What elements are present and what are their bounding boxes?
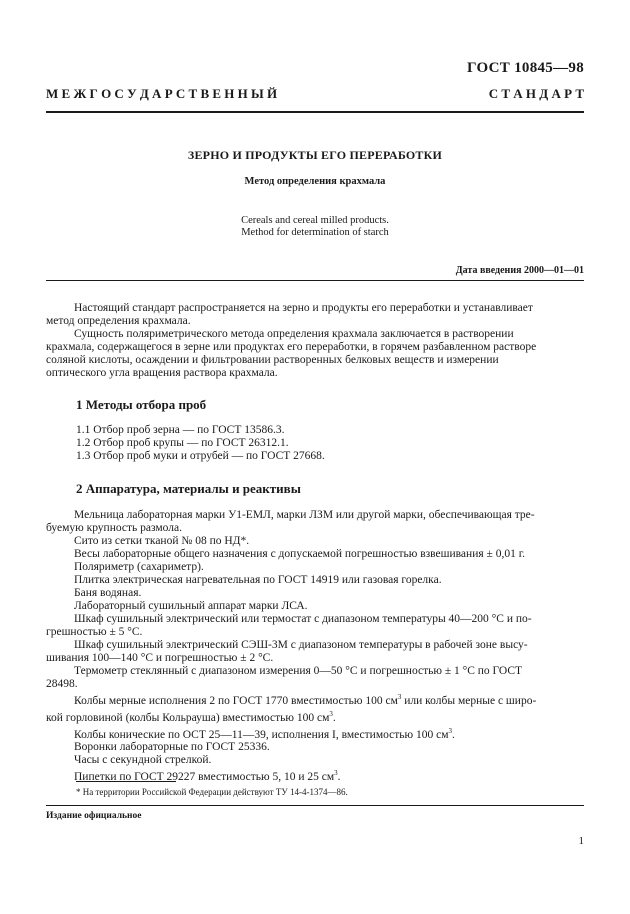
date-rule — [46, 280, 584, 281]
s2-line: Сито из сетки тканой № 08 по НД*. — [74, 535, 250, 547]
s2-line: Мельница лабораторная марки У1-ЕМЛ, марки ЛЗМ или другой марки, обеспечивающая тре- — [74, 509, 535, 521]
s2-line: 28498. — [46, 678, 78, 690]
s2-line-flasks — [46, 691, 584, 708]
intro-para1-line2: метод определения крахмала. — [46, 315, 191, 327]
intro-para2-line3: соляной кислоты, осаждении и фильтровании растворенных белковых веществ и измерении — [46, 354, 499, 366]
document-title: ЗЕРНО И ПРОДУКТЫ ЕГО ПЕРЕРАБОТКИ — [187, 148, 443, 162]
document-subtitle: Метод определения крахмала — [244, 176, 386, 187]
introduction-date: Дата введения 2000—01—01 — [455, 265, 584, 276]
intro-para1-line1: Настоящий стандарт распространяется на зерно и продукты его переработки и устанавливает — [74, 302, 533, 314]
list-item: 1.1 Отбор проб зерна — по ГОСТ 13586.3. — [76, 424, 285, 436]
intro-para2-line4: оптического угла вращения раствора крахмала. — [46, 367, 278, 379]
superscript-3: 3 — [329, 709, 333, 718]
footnote: * На территории Российской Федерации действуют ТУ 14-4-1374—86. — [76, 787, 348, 797]
s2-line — [46, 725, 584, 742]
top-rule — [46, 111, 584, 113]
section1-heading: 1 Методы отбора проб — [76, 397, 207, 412]
interstate-standard-heading — [46, 86, 584, 102]
standard-word: С Т А Н Д А Р Т — [488, 86, 584, 101]
s2-line: Воронки лабораторные по ГОСТ 25336. — [74, 741, 270, 754]
s2-line: шивания 100—140 °С и погрешностью ± 2 °С. — [46, 652, 274, 664]
official-edition-label: Издание официальное — [46, 811, 142, 821]
intro-paragraphs — [46, 302, 584, 380]
superscript-3: 3 — [448, 726, 452, 735]
intro-para2-line1: Сущность поляриметрического метода определения крахмала заключается в растворении — [74, 328, 514, 340]
s2-line: Баня водяная. — [74, 587, 142, 599]
english-title-line1: Cereals and cereal milled products. — [241, 215, 389, 226]
section2-heading: 2 Аппаратура, материалы и реактивы — [76, 481, 301, 496]
interstate-word: М Е Ж Г О С У Д А Р С Т В Е Н Н Ы Й — [46, 86, 278, 101]
s2-line: Термометр стеклянный с диапазоном измерения 0—50 °С и погрешностью ± 1 °С по ГОСТ — [74, 665, 523, 677]
s2-dot: . — [337, 771, 341, 784]
s2-text: Колбы мерные исполнения 2 по ГОСТ 1770 вместимостью 100 см — [74, 694, 398, 707]
s2-line: Шкаф сушильный электрический или термостат с диапазоном температуры 40—200 °С и по- — [74, 613, 532, 625]
intro-para2-line2: крахмала, содержащегося в зерне или продуктах его переработки, в горячем разбавленном растворе — [46, 341, 537, 353]
list-item: 1.2 Отбор проб крупы — по ГОСТ 26312.1. — [76, 437, 289, 449]
superscript-3: 3 — [334, 769, 338, 778]
s2-dot: . — [451, 728, 455, 741]
list-item: 1.3 Отбор проб муки и отрубей — по ГОСТ 27668. — [76, 450, 325, 462]
s2-line: Лабораторный сушильный аппарат марки ЛСА. — [74, 600, 308, 612]
s2-text: или колбы мерные с широ- — [401, 694, 537, 707]
s2-text: Колбы конические по ОСТ 25—11—39, исполнения I, вместимостью 100 см — [74, 728, 449, 741]
s2-line: Поляриметр (сахариметр). — [74, 561, 204, 573]
bottom-rule — [46, 805, 584, 806]
s2-text: кой горловиной (колбы Кольрауша) вместимостью 100 см — [46, 711, 330, 724]
s2-line: Часы с секундной стрелкой. — [74, 754, 212, 767]
superscript-3: 3 — [397, 693, 402, 701]
gost-number: ГОСТ 10845—98 — [466, 60, 584, 76]
s2-line: Плитка электрическая нагревательная по ГОСТ 14919 или газовая горелка. — [74, 574, 442, 586]
s2-line: Весы лабораторные общего назначения с допускаемой погрешностью взвешивания ± 0,01 г. — [74, 548, 525, 560]
s2-dot: . — [332, 711, 336, 724]
s2-text: Пипетки по ГОСТ 29227 вместимостью 5, 10 и 25 см — [74, 771, 335, 784]
english-title-line2: Method for determination of starch — [241, 227, 389, 238]
s2-line: грешностью ± 5 °С. — [46, 626, 143, 638]
s2-line: буемую крупность размола. — [46, 522, 182, 534]
s2-line — [46, 708, 584, 725]
section1-list — [76, 424, 584, 463]
section2-body — [46, 509, 584, 784]
s2-line: Шкаф сушильный электрический СЭШ-3М с диапазоном температуры в рабочей зоне высу- — [74, 639, 528, 651]
footnote-rule — [76, 781, 176, 782]
page-number: 1 — [578, 835, 584, 847]
